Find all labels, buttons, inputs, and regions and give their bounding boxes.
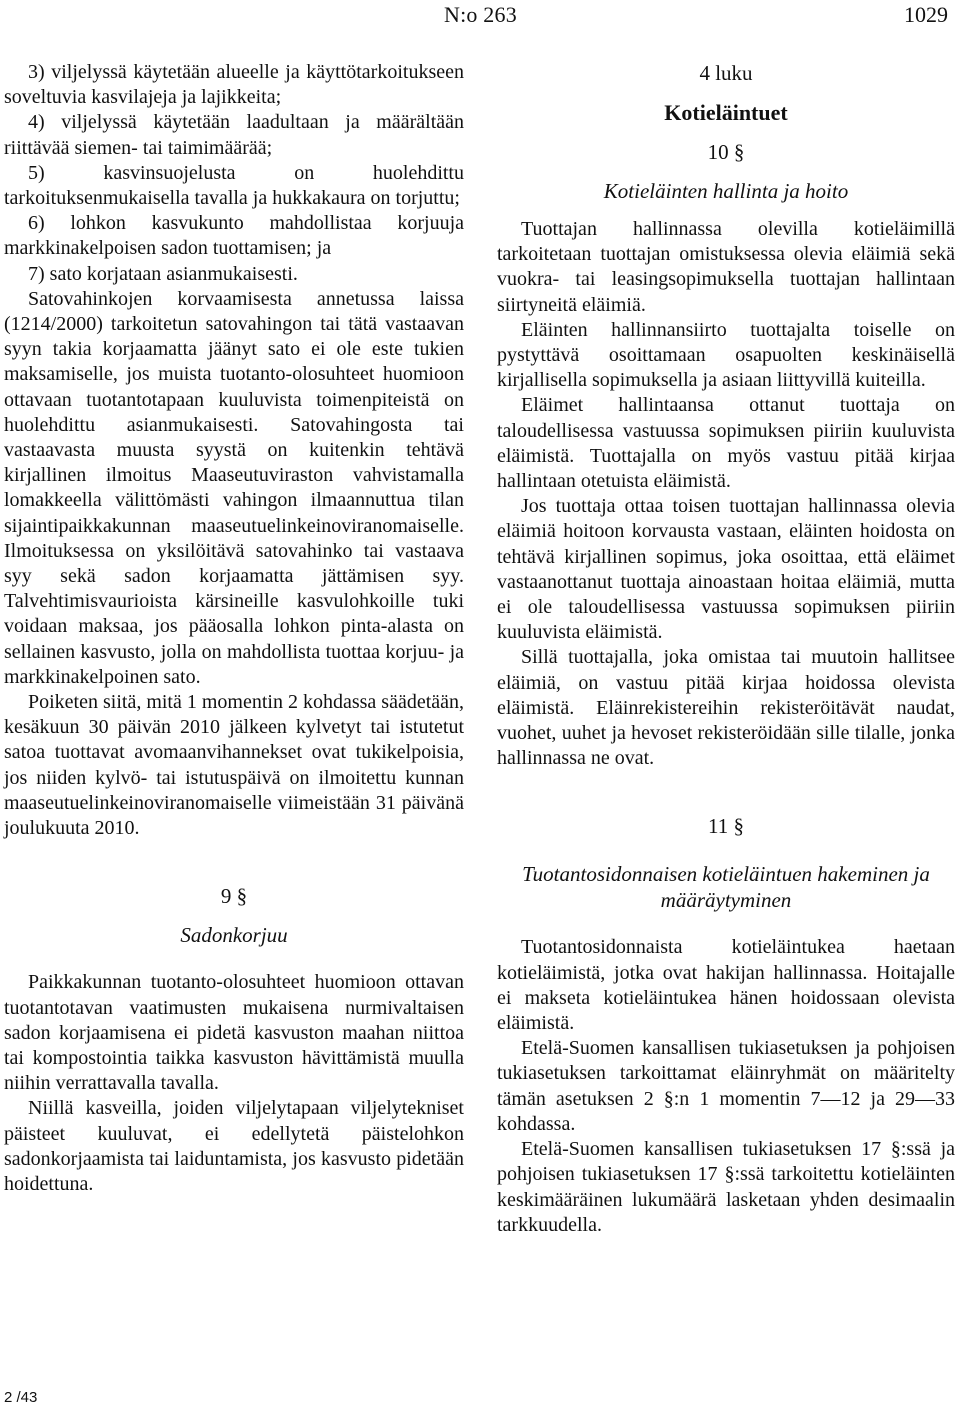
section-10-number: 10 § xyxy=(707,140,745,164)
paragraph-sadonkorjuu-2: Niillä kasveilla, joiden viljelytapaan viljelytekniset päisteet kuuluvat, ei edellytetä päistelohkon sadonkorjaamista tai laiduntamista, jos kasvusto pidetään hoidettuna. xyxy=(4,1097,464,1195)
section-9-title: Sadonkorjuu xyxy=(180,923,288,948)
chapter-label: 4 luku xyxy=(699,61,753,85)
paragraph-hallinta-1: Tuottajan hallinnassa olevilla kotieläimillä tarkoitetaan tuottajan omistuksessa olevia eläimiä sekä vuokra- tai leasingsopimuksella tuottajan hallintaan siirtyneitä eläimiä. xyxy=(497,218,955,316)
section-11-title: Tuotantosidonnaisen kotieläintuen hakeminen ja määräytyminen xyxy=(522,862,930,913)
print-signature: 2 /43 xyxy=(4,1389,38,1406)
page-header xyxy=(0,0,960,36)
list-item: 6) lohkon kasvukunto mahdollistaa korjuuja markkinakelpoisen sadon tuottamisen; ja xyxy=(4,212,464,260)
list-item: 4) viljelyssä käytetään laadultaan ja määrältään riittävää siemen- tai taimimäärää; xyxy=(4,111,464,159)
list-item: 3) viljelyssä käytetään alueelle ja käyttötarkoitukseen soveltuvia kasvilajeja ja lajikkeita; xyxy=(4,61,464,109)
paragraph-poiketen: Poiketen siitä, mitä 1 momentin 2 kohdassa säädetään, kesäkuun 30 päivän 2010 jälkeen kylvetyt tai istutetut satoa tuottavat avomaanvihannekset ovat tukikelpoisia, jos niiden kylvö- tai istutuspäivä on ilmoitettu kunnan maaseutuelinkeinoviranomaiselle viimeistään 31 päivänä joulukuuta 2010. xyxy=(4,691,465,840)
paragraph-sadonkorjuu-1: Paikkakunnan tuotanto-olosuhteet huomioon ottavan tuotantotavan vaatimusten mukaisena nurmivaltaisen sadon korjaamisena ei pidetä kasvuston maahan niittoa tai kompostointia taikka kasvuston hävittämistä muulla niihin verrattavalla tavalla. xyxy=(4,971,464,1095)
statute-number: N:o 263 xyxy=(444,2,517,27)
paragraph-hallinta-2: Eläinten hallinnansiirto tuottajalta toiselle on pystyttävä osoittamaan osapuolten keskinäisellä kirjallisella sopimuksella ja asiaan liittyvillä kuiteilla. xyxy=(497,318,955,392)
paragraph-hakeminen-3: Etelä-Suomen kansallisen tukiasetuksen 17 §:ssä ja pohjoisen tukiasetuksen 17 §:ssä tarkoitettu kotieläinten keskimääräinen lukumäärä lasketaan yhden desimaalin tarkkuudella. xyxy=(497,1138,955,1236)
list-item: 5) kasvinsuojelusta on huolehdittu tarkoituksenmukaisella tavalla ja hukkakaura on torjuttu; xyxy=(4,161,464,210)
paragraph-hallinta-5: Sillä tuottajalla, joka omistaa tai muutoin hallitsee eläimiä, on vastuu pitää kirjaa hoidossa olevista eläimistä. Eläinrekistereihin rekisteröitävät naudat, vuohet, uuhet ja hevoset rekisteröidään sille tilalle, jonka hallinnassa ne ovat. xyxy=(497,646,955,770)
section-9-number: 9 § xyxy=(220,884,248,909)
section-11-number: 11 § xyxy=(708,814,744,839)
paragraph-satovahinko: Satovahinkojen korvaamisesta annetussa laissa (1214/2000) tarkoitetun satovahingon tai tätä vastaavan syyn takia korjaamatta jäänyt sato ei ole este tukien maksamiselle, jos muista tuotanto-olosuhteet huomioon ottavaan tuotantotapaan kuuluvista toimenpiteistä on huolehdittu asianmukaisesti. Satovahingosta tai vastaavasta muusta syystä on kuitenkin tehtävä kirjallinen ilmoitus Maaseutuviraston vahvistamalla lomakkeella välittömästi vahingon ilmaannuttua tilan sijaintipaikkakunnan maaseutuelinkeinoviranomaiselle. Ilmoituksessa on yksilöitävä satovahinko tai vastaava syy sekä sadon korjaamatta jättämisen syy. Talvehtimisvaurioista kärsineille kasvulohkoille tuki voidaan maksaa, jos pääosalla lohkon pinta-alasta on sellainen kasvusto, jolla on mahdollista tuottaa korjuu- ja markkinakelpoinen sato. xyxy=(4,287,464,688)
section-10-title: Kotieläinten hallinta ja hoito xyxy=(603,179,849,203)
list-item: 7) sato korjataan asianmukaisesti. xyxy=(28,262,298,285)
paragraph-hallinta-3: Eläimet hallintaansa ottanut tuottaja on taloudellisessa vastuussa sopimuksen piiriin kuuluvista eläimistä. Tuottajalla on myös vastuu pitää kirjaa hallintaan otetuista eläimistä. xyxy=(497,394,955,493)
page-number: 1029 xyxy=(904,2,948,27)
paragraph-hallinta-4: Jos tuottaja ottaa toisen tuottajan hallinnassa olevia eläimiä hoitoon korvausta vastaan, eläinten hoidosta on tehtävä kirjallinen sopimus, joka osoittaa, että eläimet vastaanottanut tuottaja ainoastaan hoitaa eläimiä, mutta ei ole taloudellisessa vastuussa sopimuksen piiriin kuuluvista eläimistä. xyxy=(497,495,955,644)
left-column xyxy=(4,60,464,1197)
paragraph-hakeminen-2: Etelä-Suomen kansallisen tukiasetuksen ja pohjoisen tukiasetuksen tarkoittamat eläinryhmät on määritelty tämän asetuksen 2 §:n 1 momentin 7—12 ja 29—33 kohdassa. xyxy=(497,1037,955,1135)
chapter-title: Kotieläintuet xyxy=(664,100,788,125)
right-column xyxy=(497,60,955,1238)
paragraph-hakeminen-1: Tuotantosidonnaista kotieläintukea haetaan kotieläimistä, jotka ovat hakijan hallinnassa. Hoitajalle ei makseta kotieläintukea hänen hoidossaan olevista eläimistä. xyxy=(497,936,955,1035)
